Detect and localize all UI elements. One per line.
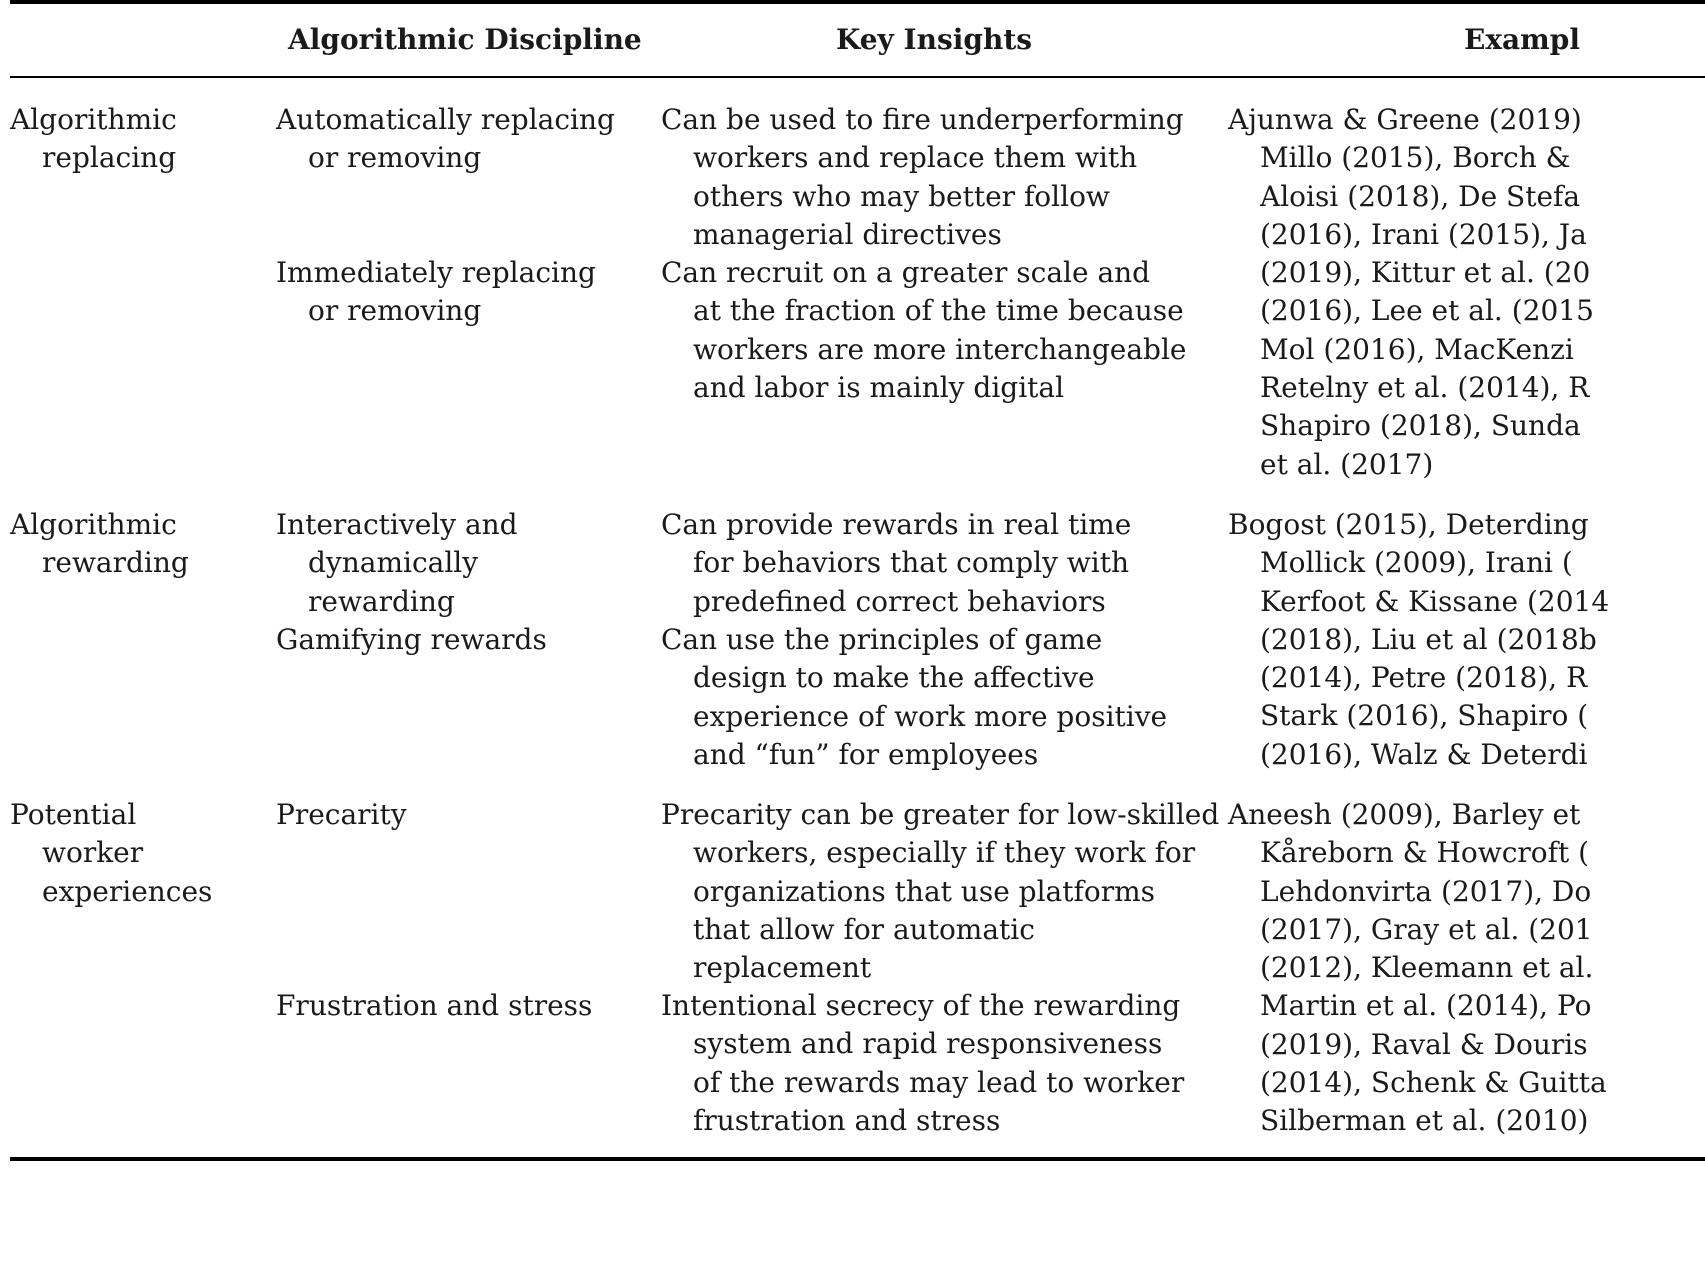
row-2a-insight: Can provide rewards in real time for behaviors that comply with predefined correct behaviors — [661, 508, 1132, 618]
row-2b-discipline: Gamifying rewards — [276, 623, 547, 656]
row-1a-discipline: Automatically replacing or removing — [276, 103, 615, 175]
table-top-rule — [10, 0, 1705, 4]
header-key-insights: Key Insights — [836, 23, 1033, 56]
row-2a-discipline: Interactively and dynamically rewarding — [276, 508, 518, 618]
row-3a-discipline: Precarity — [276, 798, 407, 831]
row-3a-insight: Precarity can be greater for low-skilled workers, especially if they work for organizations that use platforms that allow for automatic replacement — [661, 798, 1220, 985]
row-3-examples: Aneesh (2009), Barley et Kåreborn & Howcroft ( Lehdonvirta (2017), Do (2017), Gray et al. (201 (2012), Kleemann et al. Martin et al. (2014), Po (2019), Raval & Douris (2014), Schenk & Guitta Silberman et al. (2010) — [1228, 798, 1607, 1138]
row-2-examples: Bogost (2015), Deterding Mollick (2009), Irani ( Kerfoot & Kissane (2014 (2018), Liu et al (2018b (2014), Petre (2018), R Stark (2016), Shapiro ( (2016), Walz & Deterdi — [1228, 508, 1610, 771]
row-1-examples: Ajunwa & Greene (2019) Millo (2015), Borch & Aloisi (2018), De Stefa (2016), Irani (2015), Ja (2019), Kittur et al. (20 (2016), Lee et al. (2015 Mol (2016), MacKenzi Retelny et al. (2014), R Shapiro (2018), Sunda et al. (2017) — [1228, 103, 1594, 481]
row-3-category: Potential worker experiences — [10, 798, 213, 908]
row-2b-insight: Can use the principles of game design to make the affective experience of work more positive and “fun” for employees — [661, 623, 1168, 771]
row-1-category: Algorithmic replacing — [10, 103, 177, 175]
row-3b-insight: Intentional secrecy of the rewarding system and rapid responsiveness of the rewards may lead to worker frustration and stress — [661, 989, 1185, 1137]
table-bottom-rule — [10, 1157, 1705, 1161]
header-algorithmic-discipline: Algorithmic Discipline — [288, 23, 642, 56]
header-rule — [10, 76, 1705, 78]
row-3b-discipline: Frustration and stress — [276, 989, 593, 1022]
row-2-category: Algorithmic rewarding — [10, 508, 189, 580]
row-1b-discipline: Immediately replacing or removing — [276, 256, 596, 328]
row-1b-insight: Can recruit on a greater scale and at the fraction of the time because workers are more interchangeable and labor is mainly digital — [661, 256, 1187, 404]
row-1a-insight: Can be used to fire underperforming workers and replace them with others who may better follow managerial directives — [661, 103, 1184, 251]
header-examples: Exampl — [1464, 23, 1581, 56]
